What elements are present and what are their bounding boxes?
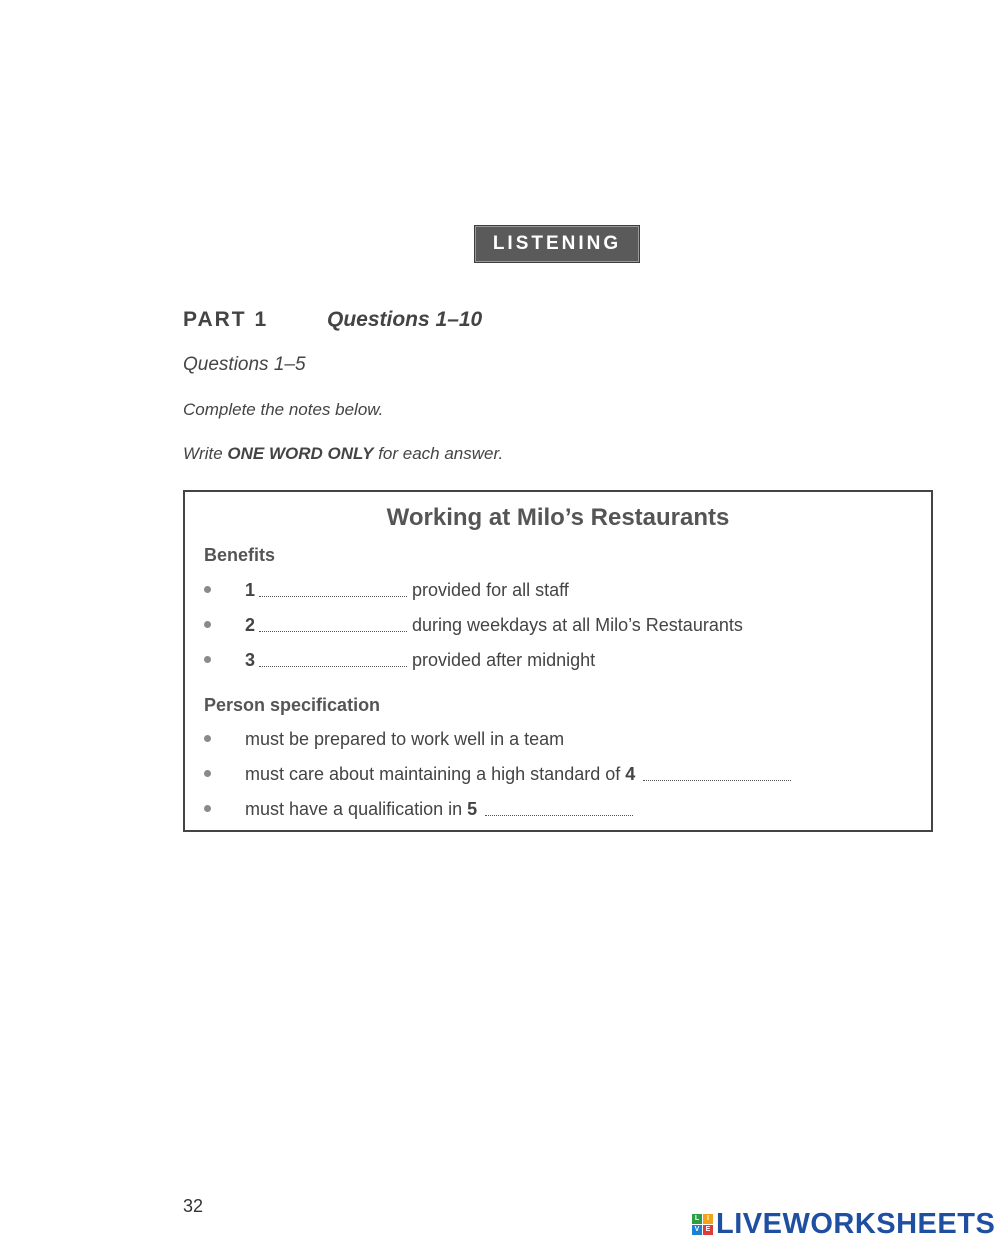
logo-letter-l: L — [692, 1214, 702, 1224]
logo-letter-e: E — [703, 1225, 713, 1235]
instruction-complete-notes: Complete the notes below. — [183, 400, 384, 419]
question-number: 3 — [245, 650, 256, 670]
listening-banner: LISTENING — [474, 225, 640, 263]
questions-subheading: Questions 1–5 — [183, 354, 306, 375]
person-spec-text: must care about maintaining a high standard of — [245, 764, 621, 784]
liveworksheets-logo-icon — [692, 1214, 713, 1235]
instruction-suffix: for each answer. — [373, 444, 504, 463]
part-label: PART 1 — [183, 308, 269, 331]
benefit-text: during weekdays at all Milo’s Restaurants — [412, 615, 743, 635]
answer-blank-2[interactable] — [259, 631, 407, 632]
instruction-word-limit-bold: ONE WORD ONLY — [227, 444, 374, 463]
answer-blank-4[interactable] — [643, 780, 791, 781]
bullet-icon — [204, 656, 211, 663]
benefit-text: provided for all staff — [412, 580, 569, 600]
question-number: 1 — [245, 580, 256, 600]
question-number: 5 — [467, 799, 478, 819]
logo-letter-v: V — [692, 1225, 702, 1235]
answer-blank-5[interactable] — [485, 815, 633, 816]
person-spec-section-title: Person specification — [204, 695, 381, 715]
answer-blank-3[interactable] — [259, 666, 407, 667]
liveworksheets-brand[interactable] — [692, 1209, 995, 1239]
answer-blank-1[interactable] — [259, 596, 407, 597]
bullet-icon — [204, 621, 211, 628]
part-questions-range: Questions 1–10 — [327, 308, 483, 331]
person-spec-item — [204, 764, 791, 785]
bullet-icon — [204, 805, 211, 812]
benefits-section-title: Benefits — [204, 545, 276, 565]
instruction-prefix: Write — [183, 444, 228, 463]
question-number: 4 — [625, 764, 636, 784]
brand-name: LIVEWORKSHEETS — [716, 1208, 996, 1240]
part-heading — [183, 308, 482, 332]
person-spec-item — [204, 729, 564, 750]
benefit-item — [204, 650, 595, 671]
bullet-icon — [204, 770, 211, 777]
benefit-item — [204, 615, 743, 636]
benefit-text: provided after midnight — [412, 650, 596, 670]
person-spec-item — [204, 799, 633, 820]
notes-box — [183, 490, 933, 832]
question-number: 2 — [245, 615, 256, 635]
bullet-icon — [204, 586, 211, 593]
logo-letter-i: I — [703, 1214, 713, 1224]
benefit-item — [204, 580, 569, 601]
instruction-word-limit — [183, 444, 503, 464]
bullet-icon — [204, 735, 211, 742]
person-spec-text: must have a qualification in — [245, 799, 463, 819]
page-number: 32 — [183, 1196, 204, 1216]
person-spec-text: must be prepared to work well in a team — [245, 729, 565, 749]
notes-title: Working at Milo’s Restaurants — [386, 504, 730, 531]
